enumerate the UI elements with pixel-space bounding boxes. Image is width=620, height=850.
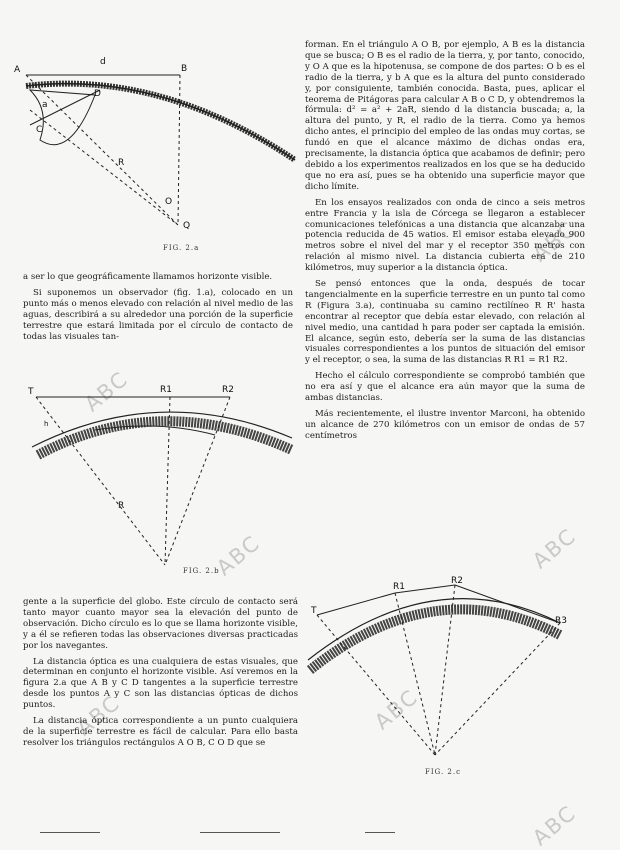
figure-3-caption: FIG. 2.c	[425, 768, 462, 776]
paragraph: a ser lo que geográficamente llamamos horizonte visible.	[23, 272, 273, 282]
watermark: ABC	[528, 523, 582, 574]
label-r2: R2	[222, 385, 234, 395]
paragraph: forman. En el triángulo A O B, por ejemplo, A B es la distancia que se busca; O B es el radio de la tierra, y, por tanto, conocido, y O A que es la hipotenusa, se compone de dos partes: O b es el radio de la tierra, y b A que es la altura del punto considerado y, por consiguiente, también conocida. Basta, pues, aplicar el teorema de Pitágoras para calcular A B o C D, y obtendremos la fórmula: d² = a² + 2aR, siendo d la distancia buscada; a, la altura del punto, y R, el radio de la tierra. Como ya hemos dicho antes, el principio del empleo de las ondas muy cortas, se fundó en que el alcance máximo de dichas ondas era, precisamente, la distancia óptica que acabamos de definir; pero debido a los experimentos realizados en los que se ha deducido que no era así, pues se ha obtenido una superficie mayor que dicho límite.	[305, 40, 585, 192]
left-column-block-1	[23, 272, 293, 347]
label-a: A	[14, 65, 21, 75]
watermark: ABC	[72, 690, 126, 741]
label-radius: R	[118, 158, 125, 168]
paragraph: gente a la superficie del globo. Este círculo de contacto será tanto mayor cuanto mayor sea la elevación del punto de observación. Dicho círculo es lo que se llama horizonte visible, y a él se refieren todas las observaciones diversas practicadas por los navegantes.	[23, 597, 298, 651]
figure-1-caption: FIG. 2.a	[163, 244, 200, 252]
paragraph: Hecho el cálculo correspondiente se comprobó también que no era así y que el alcance era aún mayor que la suma de ambas distancias.	[305, 371, 585, 404]
watermark: ABC	[80, 366, 134, 417]
figure-2-diagram	[0, 380, 300, 580]
watermark: ABC	[528, 216, 582, 267]
figure-2-caption: FIG. 2.b	[183, 567, 220, 575]
label-t: T	[28, 387, 34, 397]
paragraph: Más recientemente, el ilustre inventor Marconi, ha obtenido un alcance de 270 kilómetros con un emisor de ondas de 57 centímetros	[305, 409, 585, 441]
watermark: ABC	[370, 684, 424, 735]
figure-3-diagram	[305, 575, 605, 775]
watermark: ABC	[528, 800, 582, 850]
label-altitude: a	[42, 100, 48, 110]
watermark: ABC	[212, 530, 266, 581]
label-radius: R	[118, 501, 125, 511]
label-h: h	[44, 420, 49, 428]
label-b: B	[181, 64, 188, 74]
right-column	[305, 40, 585, 447]
left-column-block-2	[23, 597, 298, 754]
label-r1: R1	[160, 385, 172, 395]
paragraph: En los ensayos realizados con onda de cinco a seis metros entre Francia y la isla de Córcega se llegaron a establecer comunicaciones telefónicas a una distancia que alcanzaba una potencia reducida de 45 watios. El emisor estaba elevado 900 metros sobre el nivel del mar y el receptor 350 metros con relación al mismo nivel. La distancia cubierta era de 210 kilómetros, muy superior a la distancia óptica.	[305, 197, 585, 274]
figure-1-diagram	[0, 0, 300, 260]
footer-rule	[200, 832, 280, 833]
footer-rule	[40, 832, 100, 833]
label-q: Q	[183, 221, 191, 231]
label-c: C	[36, 125, 43, 135]
paragraph: La distancia óptica es una cualquiera de estas visuales, que determinan en conjunto el horizonte visible. Así veremos en la figura 2.a que A B y C D tangentes a la superficie terrestre desde los puntos A y C son las distancias ópticas de dichos puntos.	[23, 656, 298, 711]
footer-rule	[365, 832, 395, 833]
paragraph: La distancia óptica correspondiente a un punto cualquiera de la superficie terrestre es fácil de calcular. Para ello basta resolver los triángulos rectángulos A O B, C O D que se	[23, 716, 298, 748]
paragraph: Si suponemos un observador (fig. 1.a), colocado en un punto más o menos elevado con relación al nivel medio de las aguas, describirá a su alrededor una porción de la superficie terrestre que estará limitada por el círculo de contacto de todas las visuales tan-	[23, 287, 293, 342]
paragraph: Se pensó entonces que la onda, después de tocar tangencialmente en la superficie terrestre en un punto tal como R (Figura 3.a), continuaba su camino rectilíneo R R' hasta encontrar al receptor que debía estar elevado, con relación al nivel medio, una cantidad h para poder ser captada la emisión. El alcance, según esto, debería ser la suma de las distancias visuales correspondientes a los puntos de situación del emisor y el receptor, o sea, la suma de las distancias R R1 = R1 R2.	[305, 279, 585, 366]
label-r2: R2	[451, 576, 463, 586]
label-r1: R1	[393, 582, 405, 592]
label-d: D	[94, 89, 101, 99]
label-r3: R3	[555, 616, 567, 626]
label-distance: d	[100, 57, 106, 67]
label-t: T	[311, 606, 317, 616]
label-o: O	[165, 197, 173, 207]
